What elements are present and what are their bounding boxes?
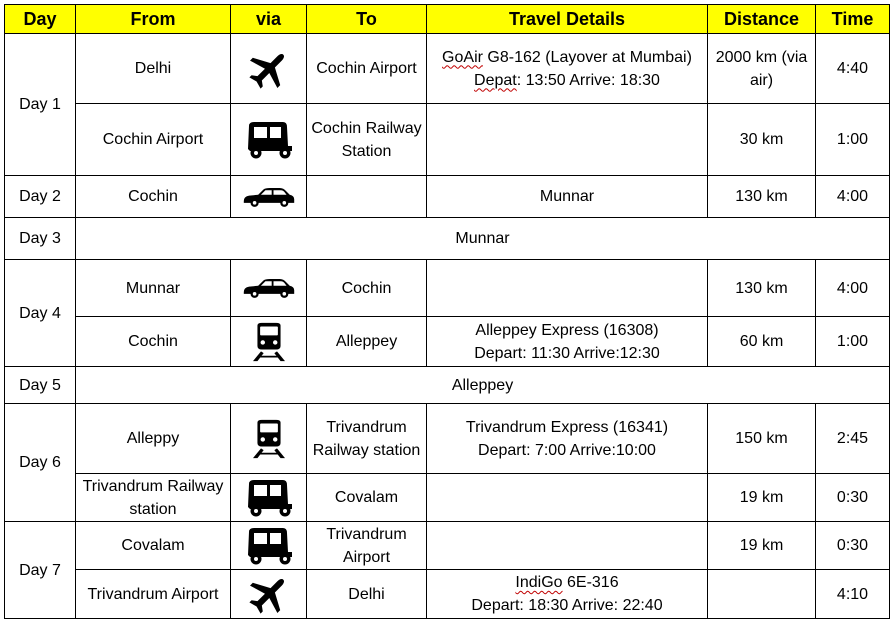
from-cell: Alleppy [76, 404, 231, 474]
via-cell [231, 34, 307, 104]
details-airline: IndiGo [515, 574, 563, 591]
day-cell: Day 6 [5, 404, 76, 522]
details-cell [427, 522, 708, 570]
details-cell [427, 34, 708, 104]
header-to: To [307, 5, 427, 34]
to-cell: Covalam [307, 474, 427, 522]
details-cell [427, 474, 708, 522]
header-time: Time [816, 5, 890, 34]
details-flight: 6E-316 [562, 574, 619, 591]
details-airline: GoAir [442, 48, 483, 66]
time-cell: 4:00 [816, 260, 890, 317]
details-cell [427, 570, 708, 619]
details-times: Depart: 18:30 Arrive: 22:40 [471, 597, 663, 614]
auto-rickshaw-icon [243, 478, 295, 518]
header-travel-details: Travel Details [427, 5, 708, 34]
itinerary-table [4, 4, 890, 619]
table-row [5, 260, 890, 317]
distance-cell: 150 km [708, 404, 816, 474]
distance-cell: 2000 km (via air) [708, 34, 816, 104]
from-cell: Munnar [76, 260, 231, 317]
to-cell: Trivandrum Airport [307, 522, 427, 570]
auto-rickshaw-icon [243, 526, 295, 566]
distance-cell: 30 km [708, 104, 816, 176]
time-cell: 2:45 [816, 404, 890, 474]
to-cell: Trivandrum Railway station [307, 404, 427, 474]
car-icon [242, 185, 296, 209]
details-cell [427, 104, 708, 176]
header-distance: Distance [708, 5, 816, 34]
time-cell: 1:00 [816, 104, 890, 176]
details-times: Depart: 7:00 Arrive:10:00 [478, 441, 656, 459]
time-cell: 0:30 [816, 474, 890, 522]
header-via: via [231, 5, 307, 34]
details-times: : 13:50 Arrive: 18:30 [516, 71, 660, 89]
auto-rickshaw-icon [243, 120, 295, 160]
details-cell [427, 260, 708, 317]
details-cell [427, 404, 708, 474]
from-cell: Delhi [76, 34, 231, 104]
distance-cell: 60 km [708, 317, 816, 367]
details-cell: Munnar [427, 176, 708, 218]
table-row [5, 176, 890, 218]
table-row [5, 474, 890, 522]
time-cell: 4:00 [816, 176, 890, 218]
day-cell: Day 5 [5, 367, 76, 404]
from-cell: Cochin [76, 317, 231, 367]
details-flight: G8-162 (Layover at Mumbai) [482, 48, 692, 66]
time-cell: 1:00 [816, 317, 890, 367]
time-cell: 4:10 [816, 570, 890, 619]
via-cell [231, 176, 307, 218]
via-cell [231, 474, 307, 522]
via-cell [231, 104, 307, 176]
header-from: From [76, 5, 231, 34]
to-cell: Cochin Railway Station [307, 104, 427, 176]
table-row [5, 367, 890, 404]
table-row [5, 317, 890, 367]
day-cell: Day 3 [5, 218, 76, 260]
time-cell: 4:40 [816, 34, 890, 104]
details-train: Trivandrum Express (16341) [465, 418, 669, 436]
to-cell: Alleppey [307, 317, 427, 367]
stay-cell: Munnar [76, 218, 890, 260]
distance-cell: 130 km [708, 176, 816, 218]
via-cell [231, 317, 307, 367]
from-cell: Trivandrum Railway station [76, 474, 231, 522]
train-icon [251, 322, 287, 362]
plane-icon [247, 47, 291, 91]
from-cell: Covalam [76, 522, 231, 570]
details-times: Depart: 11:30 Arrive:12:30 [474, 344, 660, 362]
to-cell [307, 176, 427, 218]
distance-cell: 130 km [708, 260, 816, 317]
stay-cell: Alleppey [76, 367, 890, 404]
car-icon [242, 276, 296, 300]
details-depart-label: Depat [474, 71, 517, 89]
table-row [5, 104, 890, 176]
via-cell [231, 260, 307, 317]
day-cell: Day 4 [5, 260, 76, 367]
table-row [5, 570, 890, 619]
distance-cell: 19 km [708, 522, 816, 570]
details-train: Alleppey Express (16308) [475, 321, 659, 339]
from-cell: Cochin [76, 176, 231, 218]
via-cell [231, 570, 307, 619]
to-cell: Cochin [307, 260, 427, 317]
plane-icon [247, 572, 291, 616]
via-cell [231, 522, 307, 570]
to-cell: Delhi [307, 570, 427, 619]
distance-cell: 19 km [708, 474, 816, 522]
header-row [5, 5, 890, 34]
day-cell: Day 1 [5, 34, 76, 176]
time-cell: 0:30 [816, 522, 890, 570]
day-cell: Day 7 [5, 522, 76, 619]
table-row [5, 522, 890, 570]
via-cell [231, 404, 307, 474]
table-row [5, 404, 890, 474]
from-cell: Trivandrum Airport [76, 570, 231, 619]
distance-cell [708, 570, 816, 619]
details-cell [427, 317, 708, 367]
table-row [5, 218, 890, 260]
from-cell: Cochin Airport [76, 104, 231, 176]
day-cell: Day 2 [5, 176, 76, 218]
train-icon [251, 419, 287, 459]
table-row [5, 34, 890, 104]
header-day: Day [5, 5, 76, 34]
to-cell: Cochin Airport [307, 34, 427, 104]
